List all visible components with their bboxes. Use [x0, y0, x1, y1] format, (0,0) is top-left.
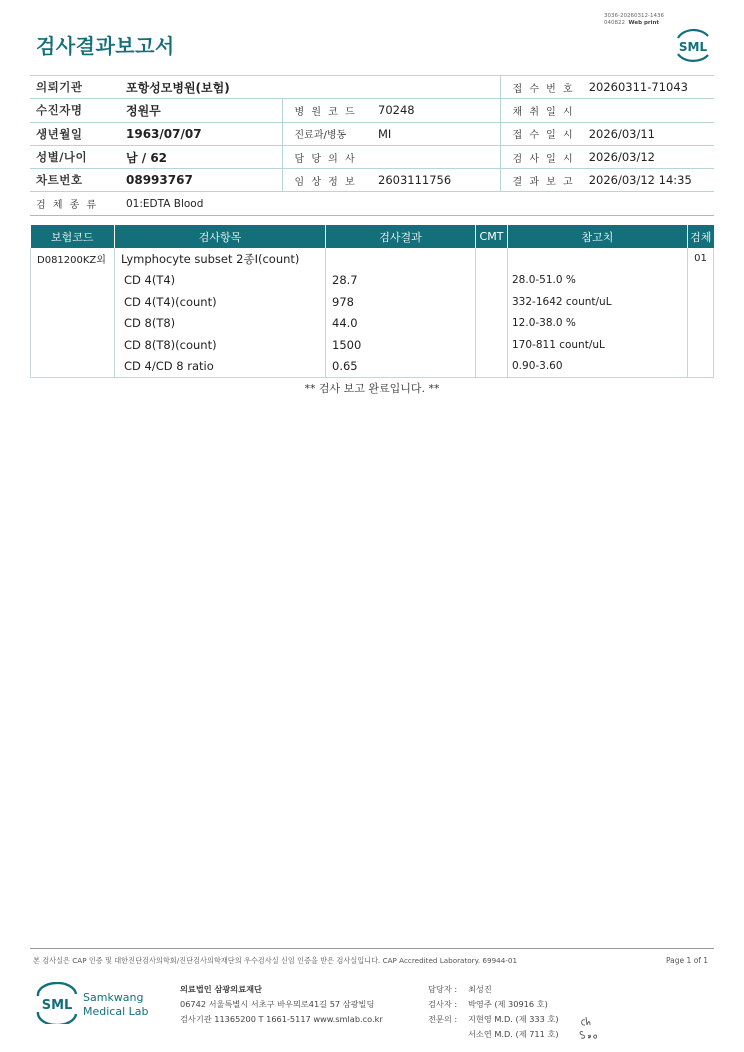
label-physician: 담 당 의 사: [282, 145, 364, 168]
value-hospital-code: 70248: [364, 99, 500, 122]
label-sex-age: 성별/나이: [30, 145, 112, 168]
info-row: [30, 99, 714, 122]
col-reference-range: 참고치: [508, 225, 688, 248]
cell-insurance-code: [31, 270, 115, 292]
certification-text: 본 검사실은 CAP 인증 및 대한진단검사의학회/진단검사의학재단의 우수검사실 신임 인증을 받은 검사실입니다. CAP Accredited Laboratory. 69944-01: [33, 956, 518, 965]
cell-cmt: [476, 291, 508, 313]
print-id: [604, 13, 664, 27]
signature-icon: [575, 1008, 609, 1042]
info-row: [30, 169, 714, 192]
cell-reference-range: [508, 248, 688, 270]
logo-line1: Samkwang: [83, 991, 144, 1004]
cell-cmt: [476, 334, 508, 356]
staff-list: [428, 982, 559, 1042]
logo-line2: Medical Lab: [83, 1005, 149, 1018]
label-patient-name: 수진자명: [30, 99, 112, 122]
cell-reference-range: 12.0-38.0 %: [508, 313, 688, 335]
col-test-result: 검사결과: [326, 225, 476, 248]
print-id-line2: [604, 20, 664, 27]
institution-info: [180, 982, 383, 1027]
document-title: 검사결과보고서: [36, 34, 175, 58]
staff-role: 검사자 :: [428, 999, 458, 1009]
cell-reference-range: 28.0-51.0 %: [508, 270, 688, 292]
cell-reference-range: 332-1642 count/uL: [508, 291, 688, 313]
cell-insurance-code: [31, 334, 115, 356]
page-number: Page 1 of 1: [666, 956, 709, 965]
samkwang-logo: [36, 982, 166, 1024]
table-row: [31, 334, 714, 356]
cell-insurance-code: D081200KZ외: [31, 248, 115, 270]
org-name: 의료법인 삼광의료재단: [180, 984, 262, 994]
results-header-row: [31, 225, 714, 248]
value-clinical-info: 2603111756: [364, 169, 500, 192]
label-department: 진료과/병동: [282, 122, 364, 145]
staff-role: 전문의 :: [428, 1014, 458, 1024]
org-address: 06742 서울특별시 서초구 바우뫼로41길 57 삼광빌딩: [180, 999, 375, 1009]
cell-test-result: 1500: [326, 334, 476, 356]
print-id-code: 040822: [604, 20, 625, 26]
org-contact: 검사기관 11365200 T 1661-5117 www.smlab.co.kr: [180, 1014, 383, 1024]
label-requesting-institution: 의뢰기관: [30, 76, 112, 99]
label-result-report: 결 과 보 고: [500, 169, 575, 192]
value-specimen-type: 01:EDTA Blood: [112, 192, 714, 215]
sml-logo-icon: [672, 24, 714, 64]
table-row: [31, 313, 714, 335]
cell-reference-range: 0.90-3.60: [508, 356, 688, 378]
label-clinical-info: 임 상 정 보: [282, 169, 364, 192]
staff-row: [428, 997, 559, 1012]
col-cmt: CMT: [476, 225, 508, 248]
col-insurance-code: 보험코드: [31, 225, 115, 248]
label-received-time: 접 수 일 시: [500, 122, 575, 145]
cell-test-item: Lymphocyte subset 2종I(count): [115, 248, 326, 270]
cell-test-result: 28.7: [326, 270, 476, 292]
sml-logo-text: SML: [678, 40, 708, 54]
table-row: [31, 270, 714, 292]
cell-test-item: CD 8(T8)(count): [115, 334, 326, 356]
info-row: [30, 145, 714, 168]
table-row: [31, 356, 714, 378]
value-department: MI: [364, 122, 500, 145]
value-chart-number: 08993767: [112, 169, 282, 192]
value-result-report: 2026/03/12 14:35: [575, 169, 714, 192]
cell-specimen: 01: [688, 248, 714, 270]
label-hospital-code: 병 원 코 드: [282, 99, 364, 122]
cell-cmt: [476, 356, 508, 378]
cell-cmt: [476, 248, 508, 270]
cell-cmt: [476, 313, 508, 335]
info-row: [30, 76, 714, 99]
cell-specimen: [688, 356, 714, 378]
web-print-label: Web print: [628, 20, 660, 26]
label-accession-number: 접 수 번 호: [500, 76, 575, 99]
label-chart-number: 차트번호: [30, 169, 112, 192]
value-sex-age: 남 / 62: [112, 145, 282, 168]
results-table: [30, 225, 714, 378]
cell-test-result: 44.0: [326, 313, 476, 335]
cell-test-result: [326, 248, 476, 270]
value-received-time: 2026/03/11: [575, 122, 714, 145]
value-collection-time: [575, 99, 714, 122]
label-collection-time: 채 취 일 시: [500, 99, 575, 122]
patient-info-table: [30, 75, 714, 216]
label-test-date: 검 사 일 시: [500, 145, 575, 168]
cell-test-item: CD 8(T8): [115, 313, 326, 335]
value-requesting-institution: 포항성모병원(보험): [112, 76, 500, 99]
label-birth-date: 생년월일: [30, 122, 112, 145]
cell-test-item: CD 4(T4)(count): [115, 291, 326, 313]
info-row: [30, 192, 714, 215]
value-accession-number: 20260311-71043: [575, 76, 714, 99]
staff-row: [428, 982, 559, 997]
col-test-item: 검사항목: [115, 225, 326, 248]
cell-test-item: CD 4/CD 8 ratio: [115, 356, 326, 378]
staff-name: 박영주 (제 30916 호): [468, 999, 548, 1009]
staff-row: [428, 1027, 559, 1042]
logo-brand-text: SML: [41, 998, 73, 1013]
logo-arc-bottom-icon: [38, 1012, 76, 1024]
cell-specimen: [688, 291, 714, 313]
print-id-line1: 3036-20260312-1436: [604, 13, 664, 19]
col-specimen: 검체: [688, 225, 714, 248]
footer-divider: [30, 948, 714, 949]
cell-insurance-code: [31, 313, 115, 335]
staff-role: [428, 1027, 468, 1042]
cell-cmt: [476, 270, 508, 292]
table-row: [31, 248, 714, 270]
label-specimen-type: 검 체 종 류: [30, 192, 112, 215]
table-row: [31, 291, 714, 313]
staff-row: [428, 1012, 559, 1027]
staff-name: 서소연 M.D. (제 711 호): [468, 1029, 559, 1039]
staff-role: 담당자 :: [428, 984, 458, 994]
cell-test-item: CD 4(T4): [115, 270, 326, 292]
info-row: [30, 122, 714, 145]
cell-specimen: [688, 270, 714, 292]
staff-name: 최성진: [468, 984, 492, 994]
cell-reference-range: 170-811 count/uL: [508, 334, 688, 356]
cell-insurance-code: [31, 291, 115, 313]
cell-insurance-code: [31, 356, 115, 378]
logo-arc-top-icon: [38, 983, 76, 996]
report-complete-note: ** 검사 보고 완료입니다. **: [304, 382, 440, 395]
value-test-date: 2026/03/12: [575, 145, 714, 168]
value-patient-name: 정원무: [112, 99, 282, 122]
cell-specimen: [688, 334, 714, 356]
value-physician: [364, 145, 500, 168]
staff-name: 지현영 M.D. (제 333 호): [468, 1014, 559, 1024]
cell-test-result: 0.65: [326, 356, 476, 378]
value-birth-date: 1963/07/07: [112, 122, 282, 145]
cell-specimen: [688, 313, 714, 335]
cell-test-result: 978: [326, 291, 476, 313]
